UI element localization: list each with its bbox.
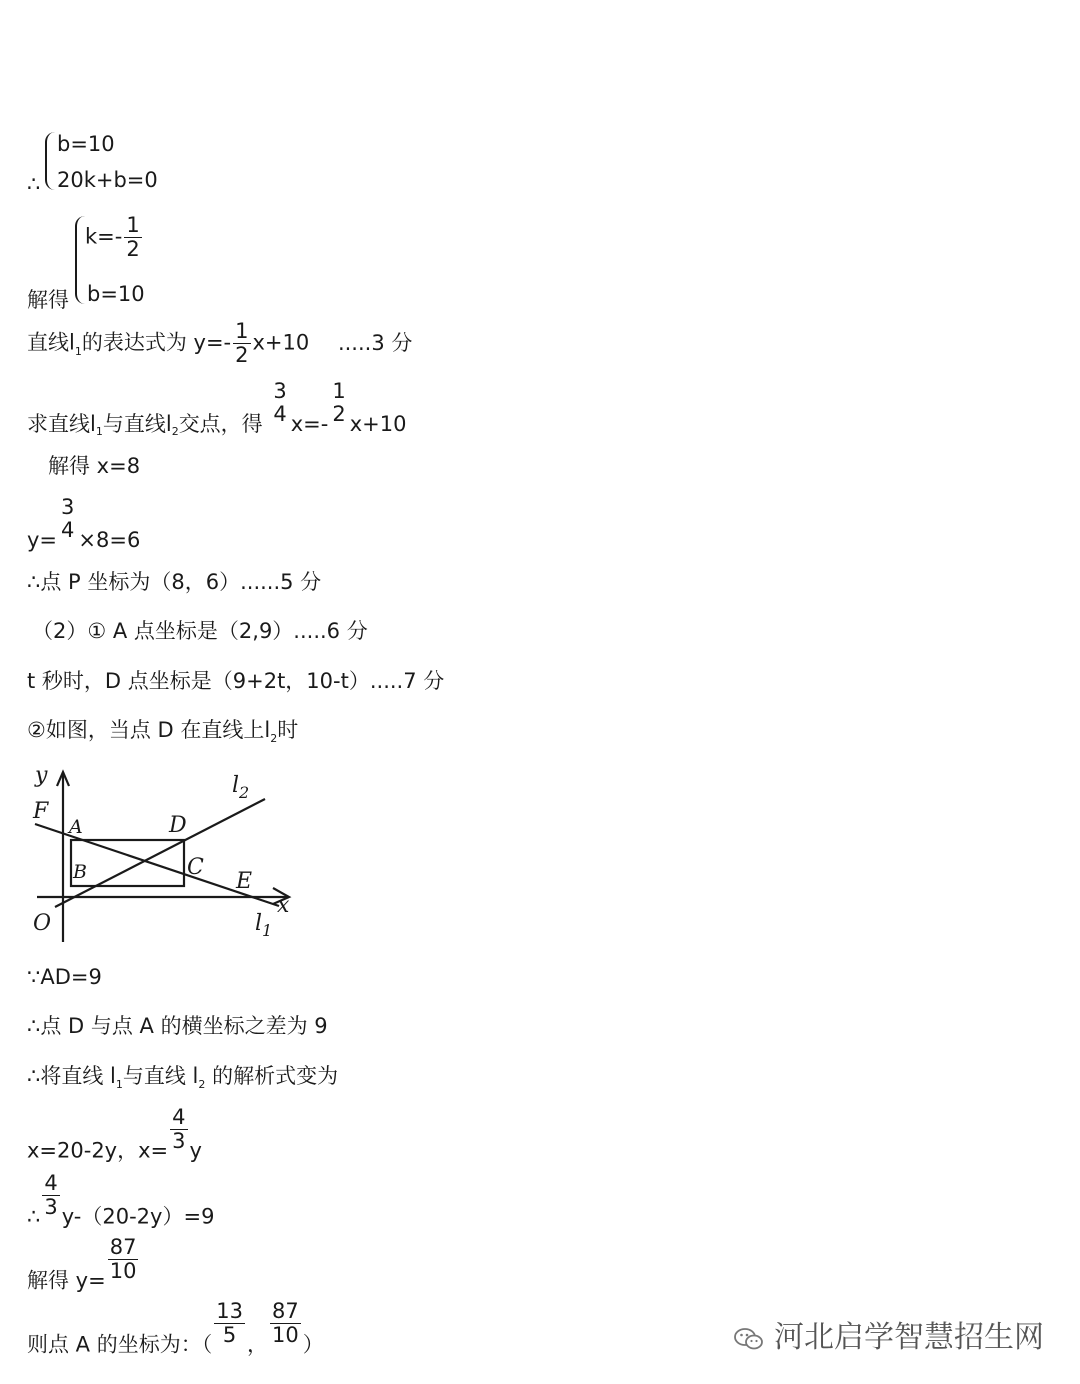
text-line: ∴点 D 与点 A 的横坐标之差为 9 <box>27 1014 328 1038</box>
watermark <box>734 1312 1044 1356</box>
point-label-o: O <box>33 911 52 936</box>
equation-system-2 <box>27 212 247 312</box>
equation: b=10 <box>57 132 115 156</box>
point-label-c: C <box>187 855 204 880</box>
equation: 20k+b=0 <box>57 168 158 192</box>
axis-label-x: x <box>277 893 290 918</box>
fraction: $\frac{13}{5}$ <box>216 1299 243 1348</box>
solve-label: 解得 <box>27 288 69 312</box>
rectangle-abcd <box>71 840 184 886</box>
line-label-l2: $l_2$ <box>232 773 250 802</box>
text-line: ∵AD=9 <box>27 965 102 989</box>
text-line: ∴将直线 $l_1$与直线 $l_2$ 的解析式变为 <box>27 1064 339 1092</box>
brace-icon <box>75 216 85 304</box>
brace-icon <box>45 132 55 190</box>
equation-system-1 <box>27 128 227 198</box>
text-line: ②如图，当点 D 在直线上$l_2$时 <box>27 718 299 746</box>
text-line: ∴ $\frac{4}{3}$ y-（20-2y）=9 <box>27 1171 215 1229</box>
point-label-a: A <box>69 816 83 838</box>
text-line: 直线$l_1$的表达式为 y=- $\frac{1}{2}$ x+10 .....3 分 <box>27 319 413 368</box>
fraction: $\frac{4}{3}$ <box>172 1105 186 1154</box>
wechat-icon <box>734 1327 764 1351</box>
text-line: 解得 x=8 <box>48 454 141 478</box>
text-line: y= 3 4 ×8=6 <box>27 495 141 553</box>
point-label-f: F <box>33 799 49 824</box>
fraction: $\frac{4}{3}$ <box>44 1171 58 1220</box>
fraction: 1 2 <box>332 379 346 427</box>
geometry-figure <box>27 760 307 945</box>
fraction: $\frac{87}{10}$ <box>109 1235 137 1284</box>
fraction: $\frac{1}{2}$ <box>126 213 140 262</box>
point-label-e: E <box>236 869 253 894</box>
axis-label-y: y <box>35 763 48 788</box>
text-line: 解得 y= $\frac{87}{10}$ <box>27 1235 137 1293</box>
equation: b=10 <box>87 282 145 306</box>
watermark-text: 河北启学智慧招生网 <box>774 1320 1044 1355</box>
text-line: 则点 A 的坐标为：（ $\frac{13}{5}$ ， $\frac{87}{10}$ ） <box>27 1299 324 1357</box>
line-label-l1: $l_1$ <box>255 911 273 940</box>
point-label-b: B <box>73 861 87 883</box>
fraction: $\frac{1}{2}$ <box>235 319 249 368</box>
fraction: 3 4 <box>273 379 287 427</box>
text-line: 求直线$l_1$与直线$l_2$交点，得 3 4 x=- 1 2 x+10 <box>27 379 407 439</box>
therefore-symbol: ∴ <box>27 172 41 196</box>
text-line: t 秒时，D 点坐标是（9+2t，10-t）.....7 分 <box>27 669 445 693</box>
fraction: 3 4 <box>61 495 75 543</box>
text-line: （2）① A 点坐标是（2,9）.....6 分 <box>32 619 368 643</box>
text-line: x=20-2y，x= $\frac{4}{3}$ y <box>27 1105 202 1163</box>
equation: k=- $\frac{1}{2}$ <box>85 213 140 262</box>
point-label-d: D <box>169 813 187 838</box>
text-line: ∴点 P 坐标为（8，6）......5 分 <box>27 570 322 594</box>
fraction: $\frac{87}{10}$ <box>271 1299 299 1348</box>
